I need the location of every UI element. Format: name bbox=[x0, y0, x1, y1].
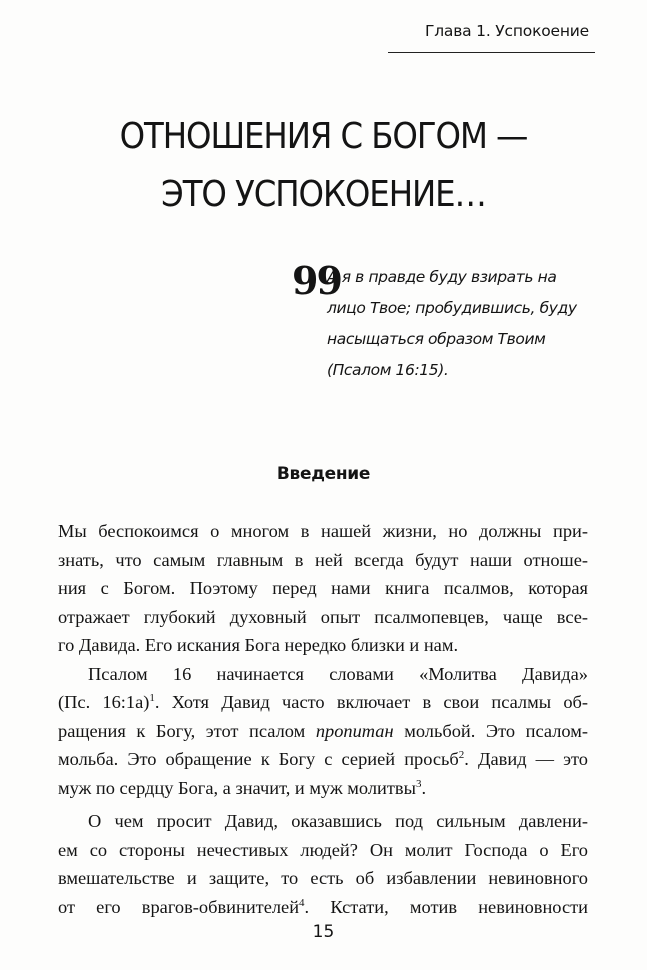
quote-mark-icon: 99 bbox=[292, 258, 341, 303]
footnote-ref: 1 bbox=[149, 692, 155, 704]
running-head: Глава 1. Успокоение bbox=[424, 22, 589, 40]
emphasis: пропитан bbox=[315, 720, 394, 741]
epigraph-citation: (Псалом 16:15). bbox=[327, 361, 449, 379]
epigraph-line: лицо Твое; пробудившись, буду bbox=[327, 299, 577, 317]
text-line: (Пс. 16:1а)$^1$. Хотя Давид часто включает в свои псалмы об- bbox=[58, 692, 588, 712]
body-text bbox=[58, 517, 588, 921]
chapter-title bbox=[32, 108, 614, 224]
chapter-title-line-2: ЭТО УСПОКОЕНИЕ… bbox=[161, 174, 486, 215]
footnote-ref: 4 bbox=[299, 896, 305, 909]
page-number: 15 bbox=[312, 922, 335, 942]
chapter-title-line-1: ОТНОШЕНИЯ С БОГОМ — bbox=[119, 116, 528, 157]
text-line: от его врагов-обвинителей$^4$. Кстати, мотив невиновности bbox=[58, 896, 588, 917]
text-line: ем со стороны нечестивых людей? Он молит Господа о Его bbox=[58, 839, 588, 860]
epigraph-line: А я в правде буду взирать на bbox=[327, 268, 557, 286]
text-line: ращения к Богу, этот псалом пропитан мольбой. Это псалом- bbox=[58, 720, 588, 741]
text-line: Псалом 16 начинается словами «Молитва Давида» bbox=[88, 663, 588, 684]
text-line: ния с Богом. Поэтому перед нами книга псалмов, которая bbox=[58, 578, 588, 598]
epigraph-line: насыщаться образом Твоим bbox=[327, 330, 546, 348]
footnote-ref: 3 bbox=[415, 777, 422, 790]
text-line: знать, что самым главным в ней всегда будут наши отноше- bbox=[58, 549, 588, 570]
text-line: го Давида. Его искания Бога нередко близки и нам. bbox=[58, 635, 459, 655]
text-line: отражает глубокий духовный опыт псалмопевцев, чаще все- bbox=[58, 606, 588, 627]
text-line: мольба. Это обращение к Богу с серией просьб$^2$. Давид — это bbox=[58, 749, 588, 769]
header-rule bbox=[388, 52, 595, 53]
footnote-ref: 2 bbox=[458, 749, 465, 761]
epigraph bbox=[327, 262, 627, 386]
text-line: О чем просит Давид, оказавшись под сильным давлени- bbox=[88, 811, 588, 831]
section-title: Введение bbox=[276, 464, 371, 484]
text-line: вмешательстве и защите, то есть об избавлении невиновного bbox=[58, 868, 588, 888]
text-line: муж по сердцу Бога, а значит, и муж молитвы$^3$. bbox=[58, 777, 427, 798]
text-line: Мы беспокоимся о многом в нашей жизни, но должны при- bbox=[58, 521, 588, 541]
